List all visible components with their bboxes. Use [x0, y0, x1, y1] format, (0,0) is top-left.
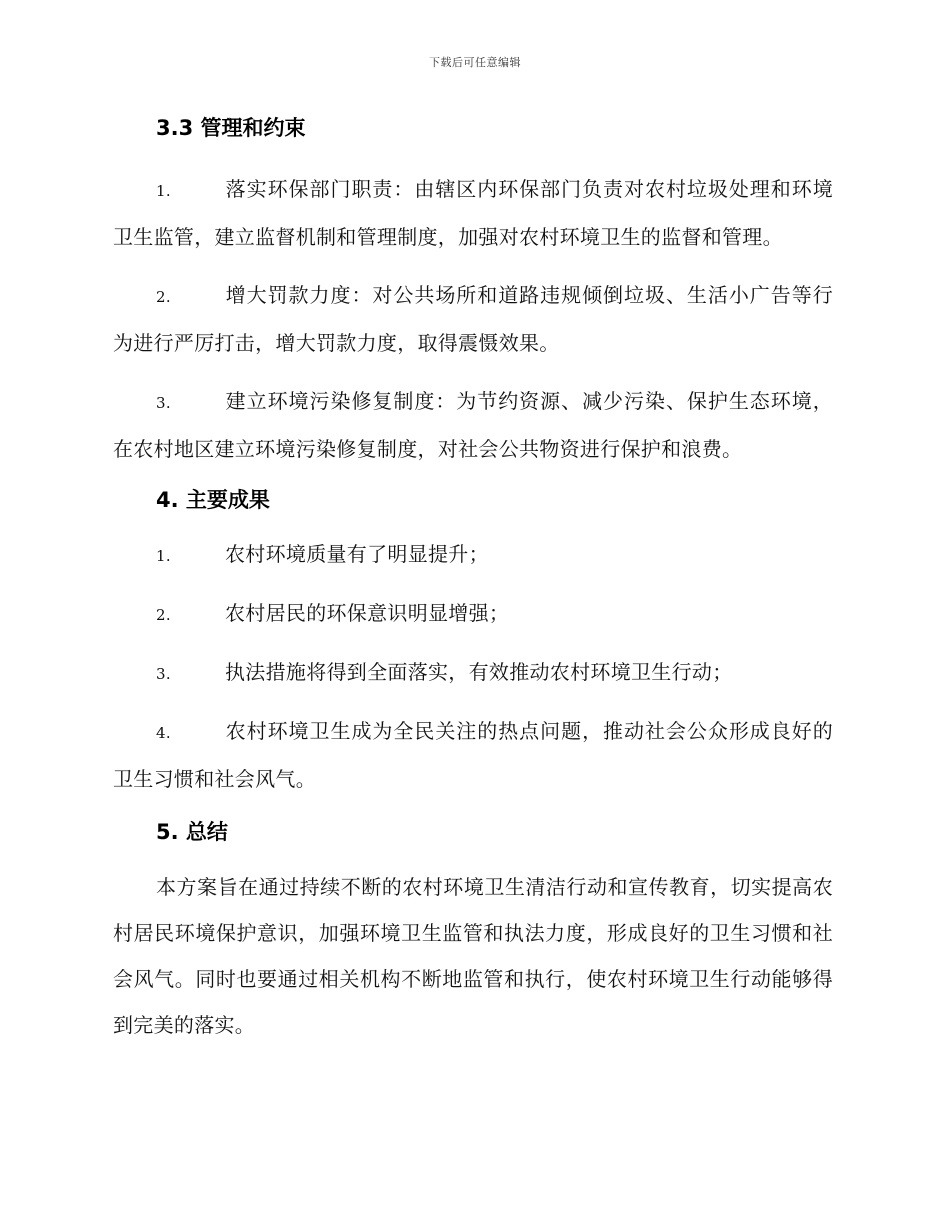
- list-item: [113, 531, 833, 579]
- list-item-number: 2.: [156, 606, 171, 624]
- summary-paragraph: 本方案旨在通过持续不断的农村环境卫生清洁行动和宣传教育，切实提高农村居民环境保护意识，加强环境卫生监管和执法力度，形成良好的卫生习惯和社会风气。同时也要通过相关机构不断地监管和执行，使农村环境卫生行动能够得到完美的落实。: [113, 875, 833, 1037]
- section-heading-4: 4. 主要成果: [156, 488, 270, 512]
- list-item-text: 农村环境卫生成为全民关注的热点问题，推动社会公众形成良好的卫生习惯和社会风气。: [113, 719, 833, 791]
- list-item: [113, 378, 833, 472]
- list-item-number: 2.: [156, 288, 171, 306]
- list-item-text: 农村居民的环保意识明显增强；: [225, 601, 510, 625]
- list-item-text: 农村环境质量有了明显提升；: [225, 542, 489, 566]
- list-item-number: 1.: [156, 547, 171, 565]
- list-item-number: 4.: [156, 724, 171, 742]
- list-item: [113, 649, 833, 697]
- list-item: [113, 166, 833, 260]
- list-item-number: 3.: [156, 665, 171, 683]
- list-item-text: 执法措施将得到全面落实，有效推动农村环境卫生行动；: [225, 660, 733, 684]
- list-item: [113, 272, 833, 366]
- list-item: [113, 590, 833, 638]
- list-item-text: 落实环保部门职责：由辖区内环保部门负责对农村垃圾处理和环境卫生监管，建立监督机制和管理制度，加强对农村环境卫生的监督和管理。: [113, 177, 833, 249]
- list-item-number: 1.: [156, 182, 171, 200]
- list-item-text: 建立环境污染修复制度：为节约资源、减少污染、保护生态环境，在农村地区建立环境污染修复制度，对社会公共物资进行保护和浪费。: [113, 389, 833, 461]
- page-header: 下载后可任意编辑: [429, 56, 521, 69]
- document-body: [113, 108, 833, 1048]
- list-item-number: 3.: [156, 394, 171, 412]
- section-heading-5: 5. 总结: [156, 820, 228, 844]
- list-item-text: 增大罚款力度：对公共场所和道路违规倾倒垃圾、生活小广告等行为进行严厉打击，增大罚款力度，取得震慑效果。: [113, 283, 833, 355]
- section-heading-3-3: 3.3 管理和约束: [156, 116, 306, 140]
- list-item: [113, 708, 833, 802]
